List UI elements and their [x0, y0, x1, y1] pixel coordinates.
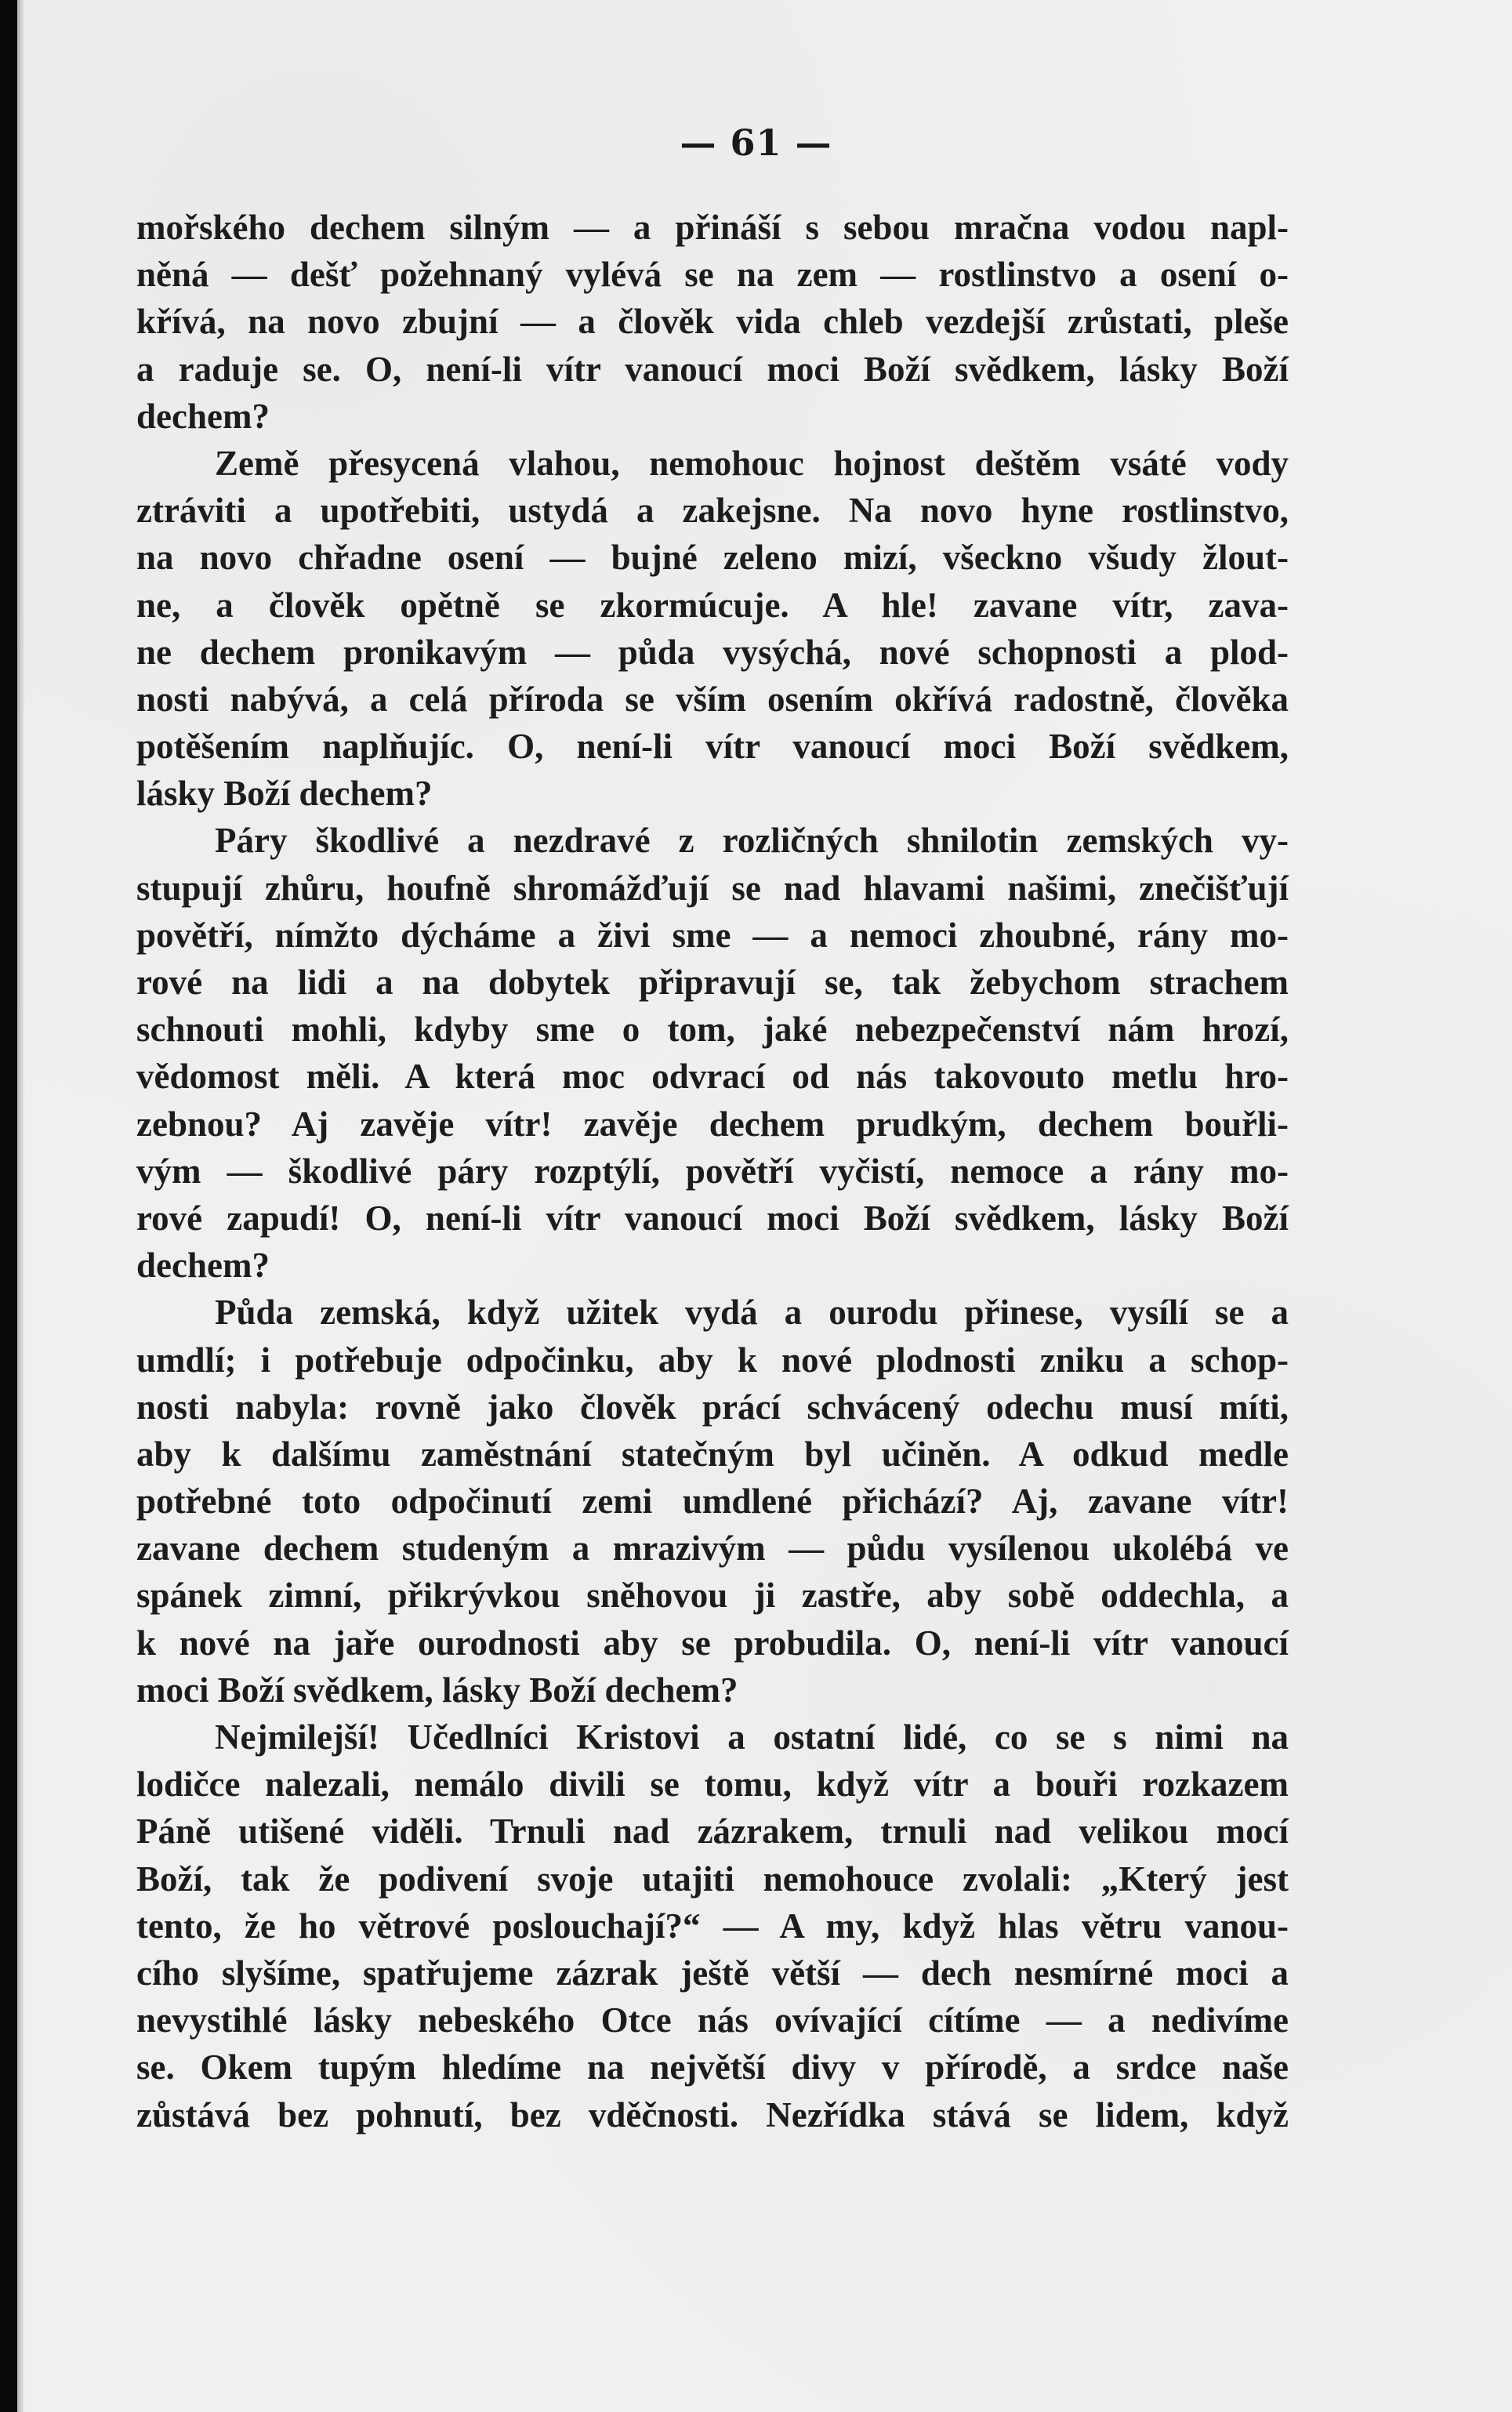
text-line: lodičce nalezali, nemálo divili se tomu, když vítr a bouři rozkazem: [136, 1765, 1289, 1804]
text-line: nevystihlé lásky nebeského Otce nás ovívající cítíme — a nedivíme: [136, 2000, 1289, 2040]
text-line: Páry škodlivé a nezdravé z rozličných shnilotin zemských vy-: [215, 821, 1289, 861]
text-line: k nové na jaře ourodnosti aby se probudila. O, není-li vítr vanoucí: [136, 1623, 1289, 1663]
text-line: umdlí; i potřebuje odpočinku, aby k nové plodnosti zniku a schop-: [136, 1340, 1289, 1380]
text-line: zůstává bez pohnutí, bez vděčnosti. Nezřídka stává se lidem, když: [136, 2095, 1289, 2135]
text-line: něná — dešť požehnaný vylévá se na zem — rostlinstvo a osení o-: [136, 255, 1289, 295]
text-line: rové zapudí! O, není-li vítr vanoucí moci Boží svědkem, lásky Boží: [136, 1198, 1289, 1238]
text-line: na novo chřadne osení — bujné zeleno mizí, všeckno všudy žlout-: [136, 538, 1289, 578]
text-line: aby k dalšímu zaměstnání statečným byl učiněn. A odkud medle: [136, 1434, 1289, 1474]
text-line: nosti nabyla: rovně jako člověk prácí schvácený odechu musí míti,: [136, 1387, 1289, 1427]
text-line: se. Okem tupým hledíme na největší divy v přírodě, a srdce naše: [136, 2047, 1289, 2087]
text-line: moci Boží svědkem, lásky Boží dechem?: [136, 1670, 738, 1710]
body-text: [136, 204, 1289, 2138]
text-line: Boží, tak že podivení svoje utajiti nemohouce zvolali: „Který jest: [136, 1859, 1289, 1899]
text-line: zavane dechem studeným a mrazivým — půdu vysílenou ukolébá ve: [136, 1529, 1289, 1569]
page-gutter-shadow: [17, 0, 25, 2412]
text-line: stupují zhůru, houfně shromážďují se nad hlavami našimi, znečišťují: [136, 868, 1289, 908]
text-line: ne, a člověk opětně se zkormúcuje. A hle! zavane vítr, zava-: [136, 585, 1289, 625]
text-line: vědomost měli. A která moc odvrací od nás takovouto metlu hro-: [136, 1057, 1289, 1097]
text-line: mořského dechem silným — a přináší s sebou mračna vodou napl-: [136, 208, 1289, 247]
text-line: a raduje se. O, není-li vítr vanoucí moci Boží svědkem, lásky Boží: [136, 349, 1289, 389]
text-line: dechem?: [136, 396, 270, 436]
text-line: Země přesycená vlahou, nemohouc hojnost deštěm vsáté vody: [215, 443, 1289, 483]
text-line: Nejmilejší! Učedlníci Kristovi a ostatní lidé, co se s nimi na: [215, 1717, 1289, 1757]
text-line: rové na lidi a na dobytek připravují se, tak žebychom strachem: [136, 963, 1289, 1002]
text-line: povětří, nímžto dýcháme a živi sme — a nemoci zhoubné, rány mo-: [136, 915, 1289, 955]
text-line: lásky Boží dechem?: [136, 774, 433, 814]
text-line: vým — škodlivé páry rozptýlí, povětří vyčistí, nemoce a rány mo-: [136, 1151, 1289, 1191]
text-line: nosti nabývá, a celá příroda se vším osením okřívá radostně, člověka: [136, 679, 1289, 719]
text-line: potěšením naplňujíc. O, není-li vítr vanoucí moci Boží svědkem,: [136, 727, 1289, 767]
text-line: spánek zimní, přikrývkou sněhovou ji zastře, aby sobě oddechla, a: [136, 1576, 1289, 1616]
text-line: tento, že ho větrové poslouchají?“ — A my, když hlas větru vanou-: [136, 1906, 1289, 1946]
text-line: zebnou? Aj zavěje vítr! zavěje dechem prudkým, dechem bouřli-: [136, 1104, 1289, 1144]
text-line: dechem?: [136, 1246, 270, 1286]
text-line: Páně utišené viděli. Trnuli nad zázrakem, trnuli nad velikou mocí: [136, 1812, 1289, 1852]
text-line: cího slyšíme, spatřujeme zázrak ještě větší — dech nesmírné moci a: [136, 1953, 1289, 1993]
text-line: křívá, na novo zbujní — a člověk vida chleb vezdejší zrůstati, pleše: [136, 302, 1289, 342]
text-line: ne dechem pronikavým — půda vysýchá, nové schopnosti a plod-: [136, 632, 1289, 672]
text-line: schnouti mohli, kdyby sme o tom, jaké nebezpečenství nám hrozí,: [136, 1010, 1289, 1050]
page-number: — 61 —: [680, 122, 832, 164]
scan-border: [0, 0, 17, 2412]
text-line: Půda zemská, když užitek vydá a ourodu přinese, vysílí se a: [215, 1293, 1289, 1333]
text-line: potřebné toto odpočinutí zemi umdlené přichází? Aj, zavane vítr!: [136, 1482, 1289, 1522]
text-line: ztráviti a upotřebiti, ustydá a zakejsne. Na novo hyne rostlinstvo,: [136, 491, 1289, 531]
